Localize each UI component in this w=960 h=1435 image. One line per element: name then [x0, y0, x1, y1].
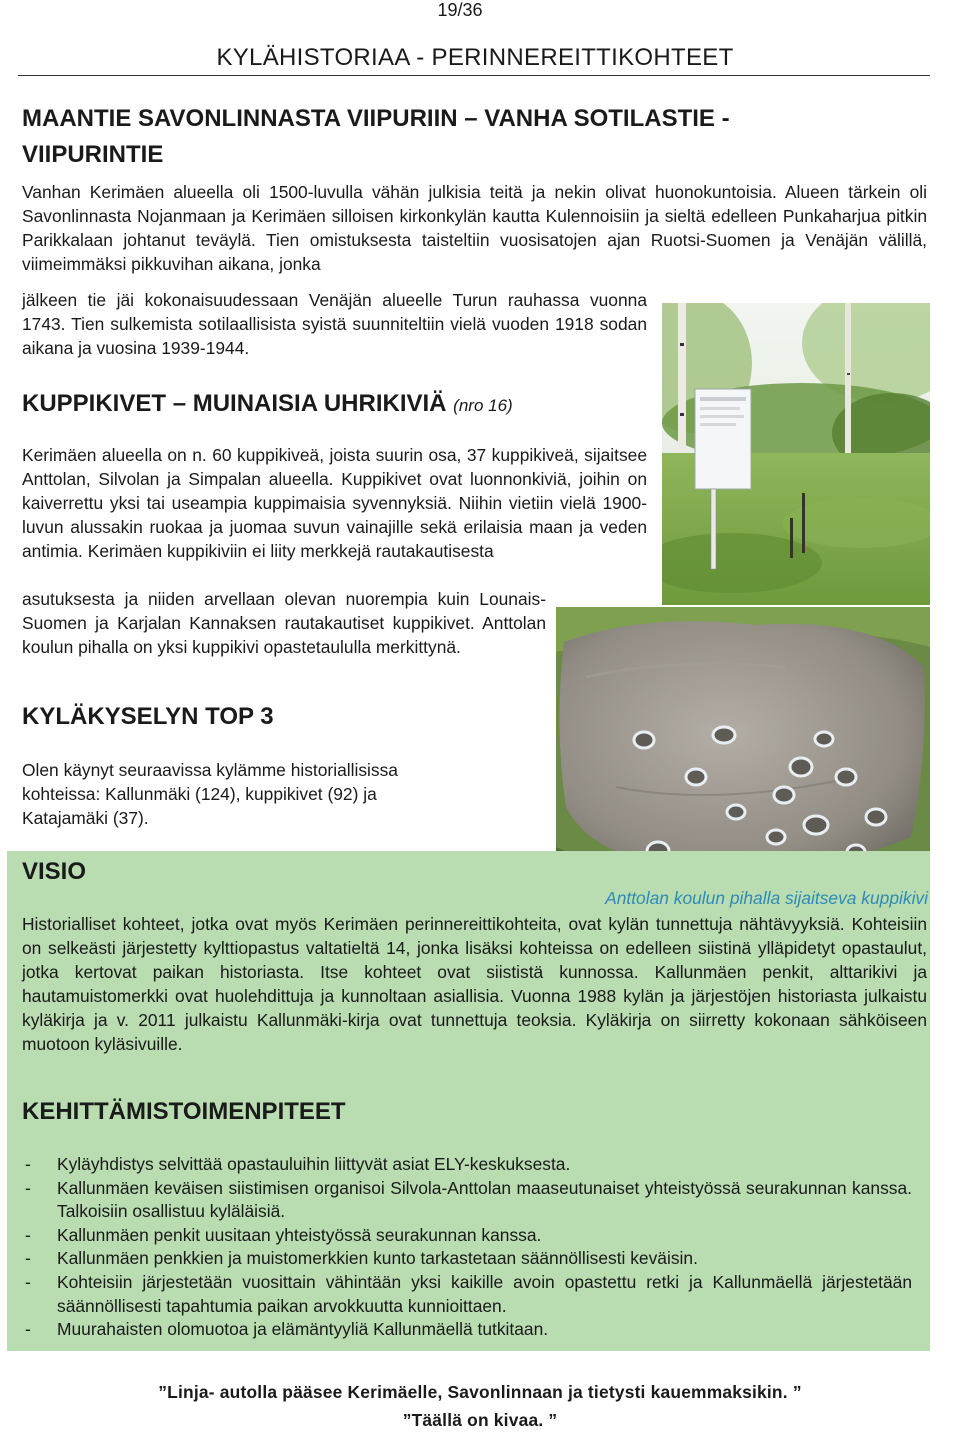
header-divider	[18, 75, 930, 76]
kehittamis-list-item: - Kallunmäen penkkien ja muistomerkkien kunto tarkastetaan säännöllisesti keväisin.	[22, 1247, 912, 1271]
section-visio-paragraph: Historialliset kohteet, jotka ovat myös Kerimäen perinnereittikohteita, ovat kylän tunnettuja nähtävyyksiä. Kohteisiin on selkeästi järjestetty kylttiopastus valtatieltä 14, jonka lisäksi kohteissa on edelleen siistinä ylläpidetyt opastaulut, jotka kertovat paikan historiasta. Itse kohteet ovat siististä kunnossa. Kallunmäen penkit, alttarikivi ja hautamuistomerkki ovat huolehdittuja ja kunnoltaan asiallisia. Vuonna 1988 kylän ja järjestöjen historiasta julkaistu kyläkirja ja v. 2011 julkaistu Kallunmäki-kirja ovat tunnettuja teoksia. Kyläkirja on siirretty kokonaan sähköiseen muotoon kyläsivuille.	[22, 914, 927, 1054]
section-maantie-title-line2: VIIPURINTIE	[22, 141, 164, 168]
section-maantie-title	[22, 101, 922, 173]
footer-quote-line1: ”Linja- autolla pääsee Kerimäelle, Savonlinnaan ja tietysti kauemmaksikin. ”	[158, 1382, 802, 1402]
section-kuppikivet-title-text: KUPPIKIVET – MUINAISIA UHRIKIVIÄ	[22, 390, 447, 417]
section-kylakysely-title: KYLÄKYSELYN TOP 3	[22, 703, 274, 730]
kehittamis-list-item: - Muurahaisten olomuotoa ja elämäntyyliä Kallunmäellä tutkitaan.	[22, 1318, 912, 1342]
kehittamis-list-item: - Kallunmäen penkit uusitaan yhteistyössä seurakunnan kanssa.	[22, 1224, 912, 1248]
section-kylakysely-line3: Katajamäki (37).	[22, 808, 149, 828]
section-kuppikivet-title	[22, 390, 642, 418]
footer-quote-line2: ”Täällä on kivaa. ”	[402, 1410, 558, 1430]
page-header-title: KYLÄHISTORIAA - PERINNEREITTIKOHTEET	[216, 44, 734, 71]
section-kylakysely-line1: Olen käynyt seuraavissa kylämme historiallisissa	[22, 760, 398, 780]
section-kehittamis-title: KEHITTÄMISTOIMENPITEET	[22, 1098, 346, 1125]
section-kuppikivet-paragraph-continued: asutuksesta ja niiden arvellaan olevan nuorempia kuin Lounais-Suomen ja Karjalan Kannaksen rautakautiset kuppikivet. Anttolan koulun pihalla on yksi kuppikivi opastetaululla merkittynä.	[22, 589, 546, 657]
footer-quote	[0, 1378, 960, 1434]
kehittamis-list-item: - Kohteisiin järjestetään vuosittain vähintään yksi kaikille avoin opastettu retki ja Kallunmäellä järjestetään säännöllisesti tapahtumia paikan arvokkuutta kunnioittaen.	[22, 1271, 912, 1318]
section-maantie-paragraph-continued: jälkeen tie jäi kokonaisuudessaan Venäjän alueelle Turun rauhassa vuonna 1743. Tien sulkemista sotilaallisista syistä suunniteltiin vielä vuoden 1918 sodan aikana ja vuosina 1939-1944.	[22, 290, 647, 358]
kehittamis-list	[22, 1153, 912, 1342]
section-kuppikivet-paragraph: Kerimäen alueella on n. 60 kuppikiveä, joista suurin osa, 37 kuppikiveä, sijaitsee Anttolan, Silvolan ja Simpalan alueella. Kuppikivet ovat luonnonkiviä, joihin on kaiverrettu yksi tai useampia kuppimaisia syvennyksiä. Niihin vietiin vielä 1900-luvun alussakin ruokaa ja juomaa suvun vainajille sekä erilaisia maan ja veden antimia. Kerimäen kuppikiviin ei liity merkkejä rautakautisesta	[22, 445, 647, 561]
page-number: 19/36	[437, 0, 483, 20]
section-maantie-paragraph: Vanhan Kerimäen alueella oli 1500-luvulla vähän julkisia teitä ja nekin olivat huonokuntoisia. Alueen tärkein oli Savonlinnasta Nojanmaan ja Kerimäen silloisen kirkonkylän kautta Kulennoisiin ja sieltä edelleen Punkaharjua pitkin Parikkalaan johtanut teväylä. Tien omistuksesta taisteltiin vuosisatojen ajan Ruotsi-Suomen ja Venäjän välillä, viimeimmäksi pikkuvihan aikana, jonka	[22, 182, 927, 274]
photo-signboard	[662, 303, 930, 605]
section-maantie-title-line1: MAANTIE SAVONLINNASTA VIIPURIIN – VANHA SOTILASTIE -	[22, 105, 730, 132]
kehittamis-list-item: - Kyläyhdistys selvittää opastauluihin liittyvät asiat ELY-keskuksesta.	[22, 1153, 912, 1177]
photo-cup-stone	[556, 605, 930, 890]
section-visio-title: VISIO	[22, 858, 87, 885]
photo-caption: Anttolan koulun pihalla sijaitseva kuppikivi	[605, 888, 928, 908]
section-kylakysely-line2: kohteissa: Kallunmäki (124), kuppikivet (92) ja	[22, 784, 377, 804]
kehittamis-list-item: - Kallunmäen keväisen siistimisen organisoi Silvola-Anttolan maaseutunaiset yhteistyössä seurakunnan kanssa. Talkoisiin osallistuu kyläläisiä.	[22, 1177, 912, 1224]
section-kuppikivet-number: (nro 16)	[453, 396, 513, 415]
section-kylakysely-paragraph	[22, 758, 542, 830]
